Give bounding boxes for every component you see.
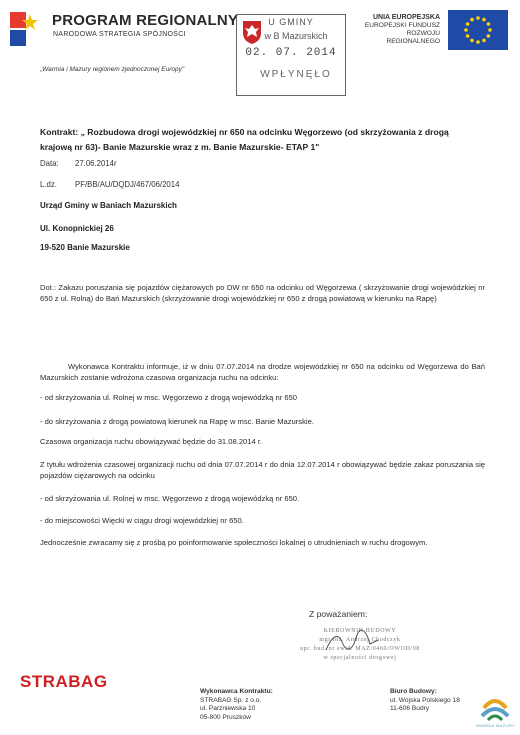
stamp-received: WPŁYNĘŁO <box>260 69 332 80</box>
body-paragraph: Jednocześnie zwracamy się z prośbą po poinformowanie społeczności lokalnej o utrudnieniach w ruchu drogowym. <box>40 538 428 547</box>
subject-paragraph: Dot.: Zakazu poruszania się pojazdów ciężarowych po DW nr 650 na odcinku od Węgorzewa ( skrzyżowanie drogi wojewódzkiej nr 650 z ul. Rolną) do Bań Mazurskich (skrzyżowanie drogi wojewódzkiej nr 650 z drogą powiatową w kierunku na Rapę) <box>40 283 485 303</box>
contractor-city: 05-800 Pruszków <box>200 713 251 721</box>
reference-label: L.dz. <box>40 180 57 189</box>
program-title: PROGRAM REGIONALNY <box>52 12 239 29</box>
region-slogan: „Warmia i Mazury regionem zjednoczonej Europy" <box>40 66 185 73</box>
program-subtitle: NARODOWA STRATEGIA SPÓJNOŚCI <box>53 31 186 38</box>
bureau-street: ul. Wojska Polskiego 18 <box>390 696 460 704</box>
contract-label: Kontrakt: <box>40 127 79 137</box>
date-label: Data: <box>40 159 59 168</box>
eu-fund-line1: EUROPEJSKI FUNDUSZ <box>364 22 440 29</box>
receipt-stamp <box>236 14 346 96</box>
strabag-logo: STRABAG <box>20 672 108 691</box>
body-paragraph: - do skrzyżowania z drogą powiatową kierunek na Rapę w msc. Banie Mazurskie. <box>40 417 314 426</box>
stamp-date: 02. 07. 2014 <box>245 47 337 59</box>
warmia-mazury-logo-text: WARMIA MAZURY <box>476 723 516 728</box>
recipient-street: Ul. Konopnickiej 26 <box>40 224 114 233</box>
handwritten-signature <box>322 628 382 656</box>
contract-heading <box>40 125 470 155</box>
reference-value: PF/BB/AU/DQDJ/467/06/2014 <box>75 180 180 189</box>
recipient-name: Urząd Gminy w Baniach Mazurskich <box>40 201 177 210</box>
body-paragraph: Z tytułu wdrożenia czasowej organizacji ruchu od dnia 07.07.2014 r do dnia 12.07.2014 r obowiązywać będzie zakaz poruszania się pojazdów ciężarowych na odcinku <box>40 460 485 480</box>
stamp-office-line: U GMINY <box>268 17 314 27</box>
signature-stamp-title: KIEROWNIK BUDOWY <box>323 628 397 634</box>
date-value: 27.06.2014r <box>75 159 117 168</box>
signature-stamp-license: upr. bud. nr ewid. MAZ/0460/OWOD/08 <box>300 646 420 652</box>
eu-text-block <box>360 14 440 46</box>
body-paragraph: - od skrzyżowania ul. Rolnej w msc. Węgorzewo z drogą wojewódzką nr 650 <box>40 393 298 402</box>
stamp-location-line: w B Mazurskich <box>264 31 328 41</box>
body-paragraph: Wykonawca Kontraktu informuje, iż w dniu 07.07.2014 na drodze wojewódzkiej nr 650 na odcinku od Węgorzewa do Bań Mazurskich zostanie wdrożona czasowa organizacja ruchu na odcinku: <box>40 362 485 382</box>
reference-row <box>40 180 180 189</box>
eu-title: UNIA EUROPEJSKA <box>372 14 440 21</box>
bureau-city: 11-606 Budry <box>390 705 430 713</box>
body-paragraph: Czasowa organizacja ruchu obowiązywać będzie do 31.08.2014 r. <box>40 437 263 446</box>
signature-stamp-specialty: w specjalności drogowej <box>323 655 397 661</box>
contractor-street: ul. Parzniewska 10 <box>200 705 256 713</box>
body-paragraph: - do miejscowości Więcki w ciągu drogi wojewódzkiej nr 650. <box>40 516 244 525</box>
contractor-label: Wykonawca Kontraktu: <box>200 688 273 695</box>
bureau-label: Biuro Budowy: <box>390 688 437 695</box>
bureau-address <box>390 688 460 714</box>
eu-flag-icon <box>448 10 508 50</box>
recipient-city: 19-520 Banie Mazurskie <box>40 243 130 252</box>
program-regionalny-logo <box>6 8 46 56</box>
body-paragraph: - od skrzyżowania ul. Rolnej w msc. Węgorzewo z drogą wojewódzką nr 650. <box>40 494 300 503</box>
date-row <box>40 159 117 168</box>
eu-fund-line2: ROZWOJU REGIONALNEGO <box>386 30 440 45</box>
contract-text: „ Rozbudowa drogi wojewódzkiej nr 650 na odcinku Węgorzewo (od skrzyżowania z drogą krajową nr 63)- Banie Mazurskie wraz z m. Banie Mazurskie- ETAP 1" <box>40 127 449 152</box>
contractor-address <box>200 688 273 722</box>
contractor-name: STRABAG Sp. z o.o. <box>200 696 262 704</box>
closing-salutation: Z poważaniem: <box>309 609 368 619</box>
signature-stamp-name: mgr inż. Andrzej Chodczyk <box>319 637 401 643</box>
